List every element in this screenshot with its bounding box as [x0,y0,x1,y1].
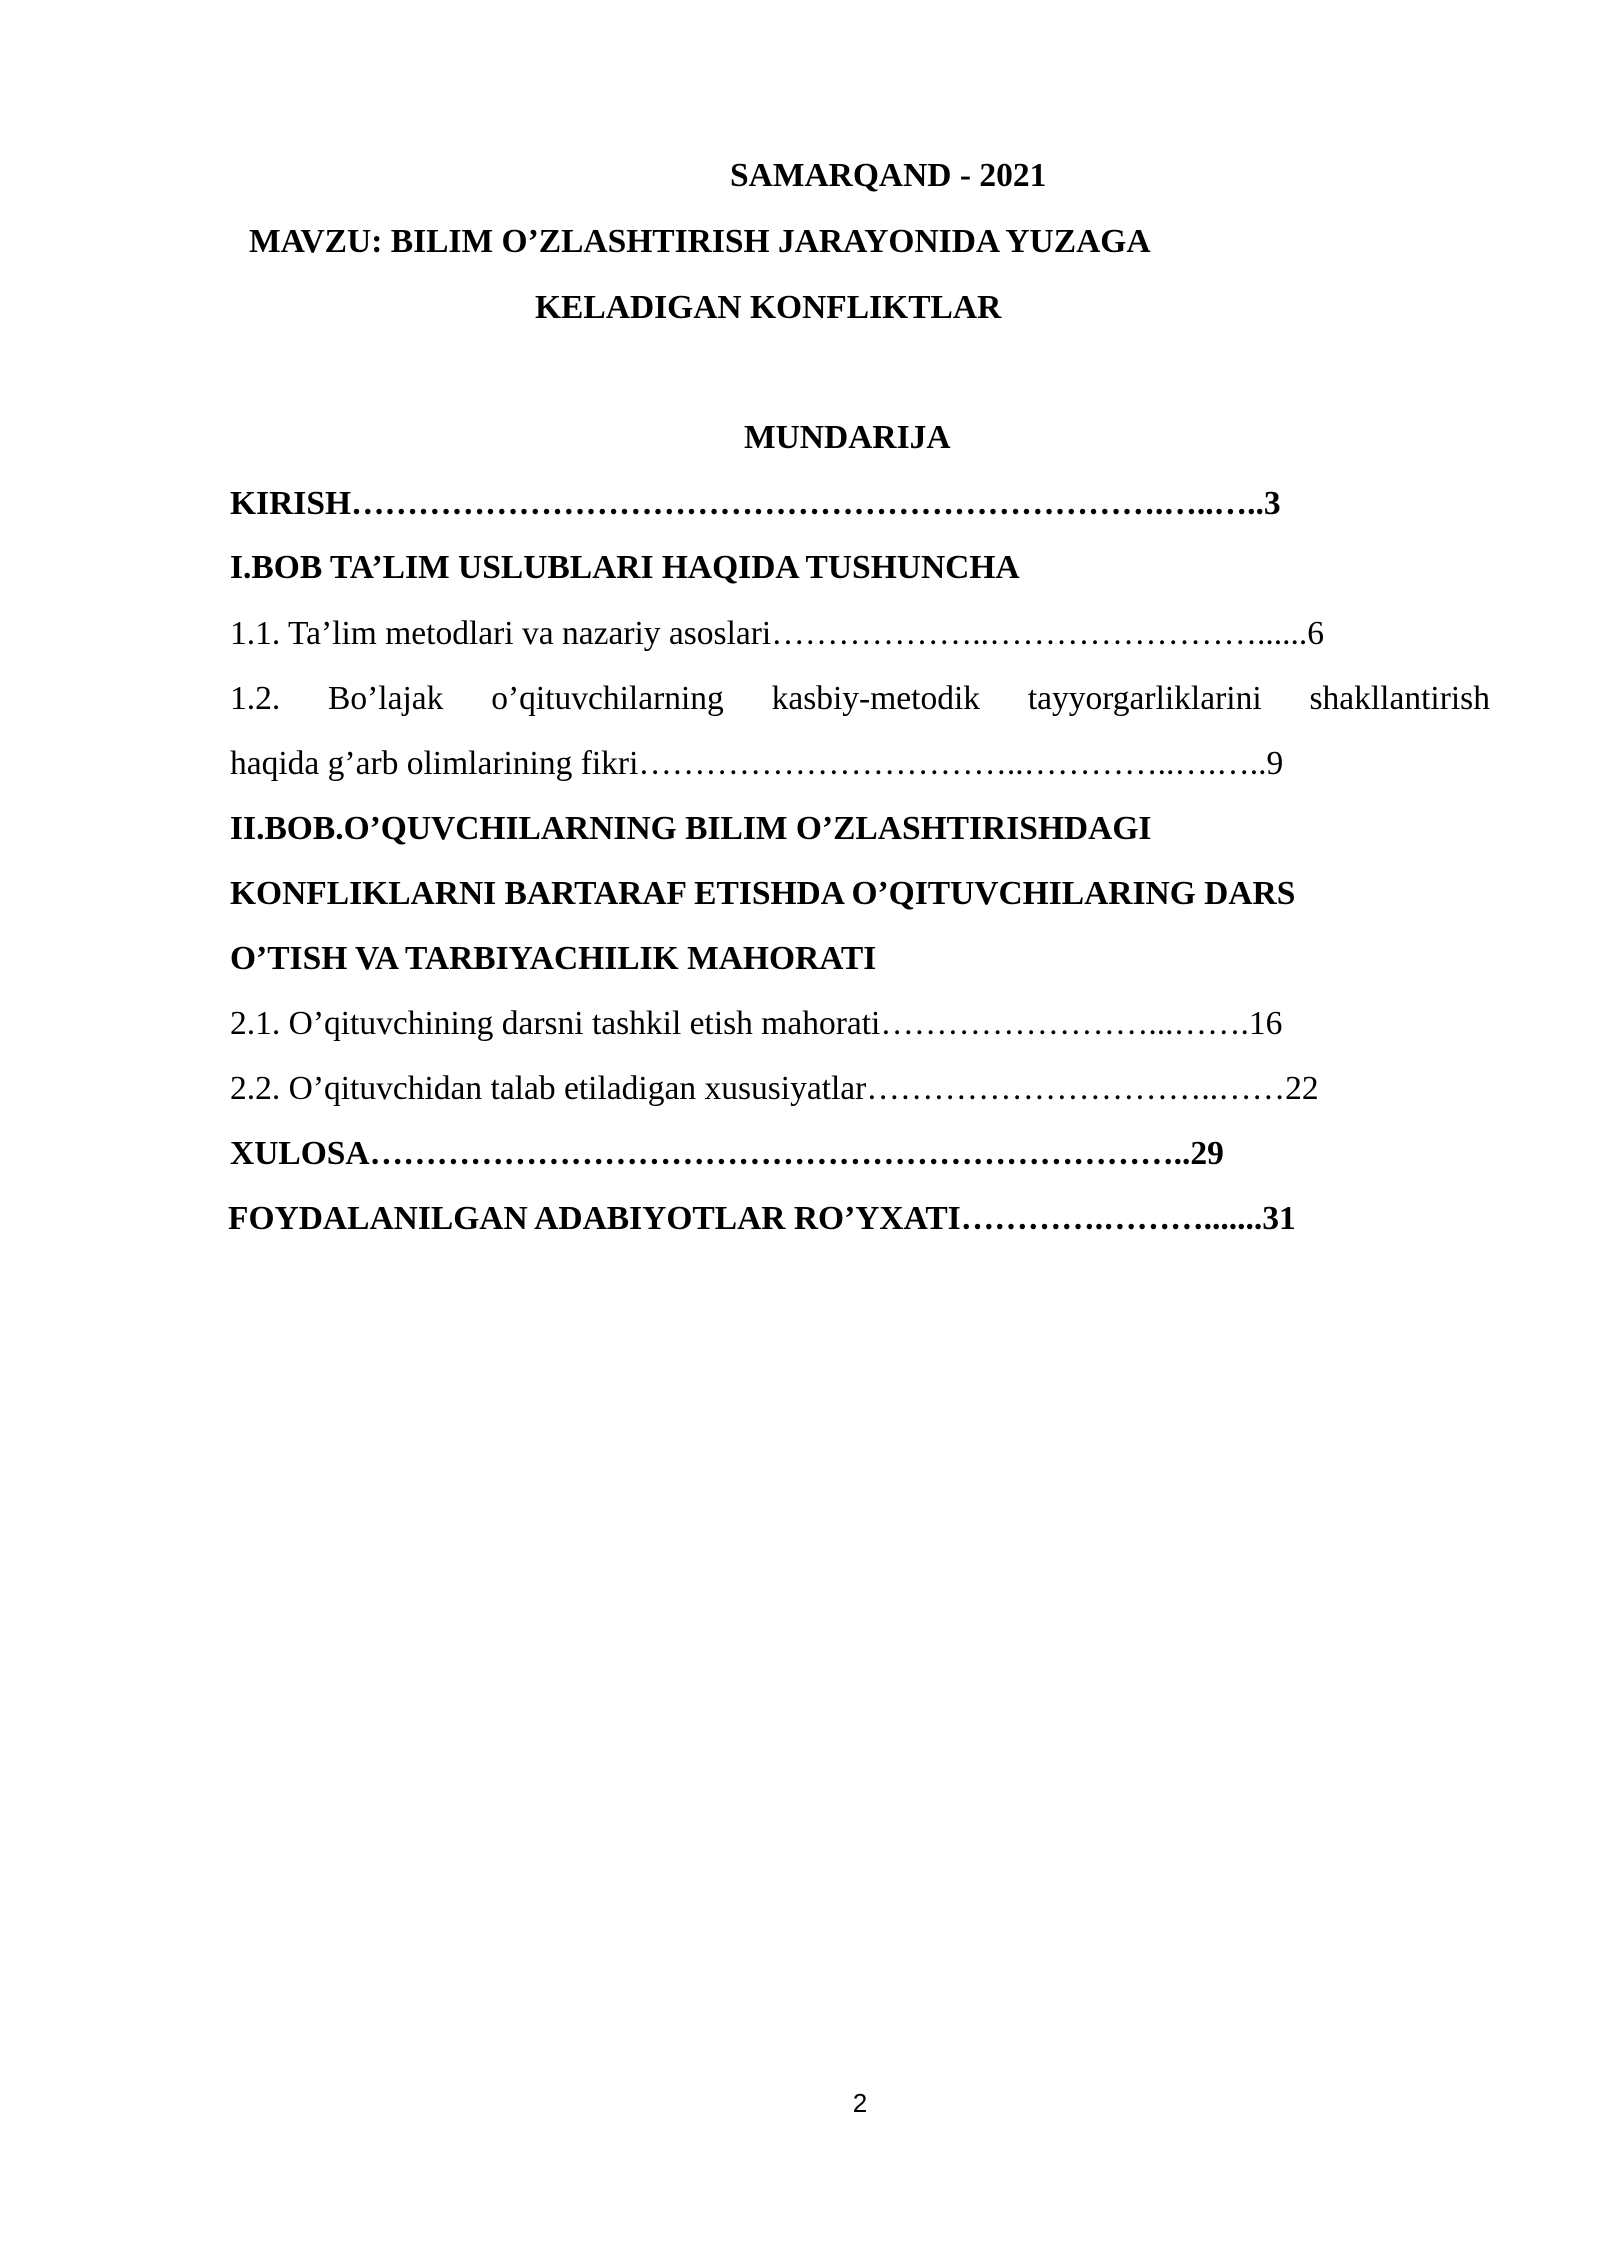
toc-chapter-2-line-2: KONFLIKLARNI BARTARAF ETISHDA O’QITUVCHILARING DARS [230,875,1296,912]
toc-chapter-2-line-1: II.BOB.O’QUVCHILARNING BILIM O’ZLASHTIRISHDAGI [230,810,1152,847]
toc-entry-1-2-word: Bo’lajak [328,680,444,717]
page-number: 2 [852,2088,868,2118]
toc-entry-1-2-word: tayyorgarliklarini [1027,680,1262,717]
topic-title-line-1: MAVZU: BILIM O’ZLASHTIRISH JARAYONIDA YUZAGA [249,223,1151,260]
toc-entry-xulosa: XULOSA………………………………………………………………..29 [230,1135,1224,1172]
toc-entry-1-2-line-2: haqida g’arb olimlarining fikri……………………………..…………..….…..9 [230,745,1284,782]
toc-title: MUNDARIJA [744,419,951,456]
toc-entry-1-2-word: kasbiy-metodik [771,680,981,717]
city-year-heading: SAMARQAND - 2021 [730,157,1047,194]
toc-entry-1-2-line-1 [230,679,1490,719]
toc-chapter-1: I.BOB TA’LIM USLUBLARI HAQIDA TUSHUNCHA [230,549,1020,586]
toc-entry-1-2-word: o’qituvchilarning [491,680,724,717]
toc-entry-kirish: KIRISH……………………………………………………………….…..…..3 [230,485,1281,522]
topic-title-line-2: KELADIGAN KONFLIKTLAR [535,289,1002,326]
toc-entry-2-1: 2.1. O’qituvchining darsni tashkil etish mahorati……………………...…….16 [230,1005,1283,1042]
toc-entry-1-2-word: 1.2. [230,680,281,717]
toc-entry-1-2-word: shakllantirish [1309,680,1490,717]
toc-chapter-2-line-3: O’TISH VA TARBIYACHILIK MAHORATI [230,940,877,977]
toc-entry-adabiyotlar: FOYDALANILGAN ADABIYOTLAR RO’YXATI………….……….......31 [228,1200,1296,1237]
toc-entry-2-2: 2.2. O’qituvchidan talab etiladigan xususiyatlar…………………………..……22 [230,1070,1319,1107]
toc-entry-1-1: 1.1. Ta’lim metodlari va nazariy asoslari………………..……………………......6 [230,615,1324,652]
